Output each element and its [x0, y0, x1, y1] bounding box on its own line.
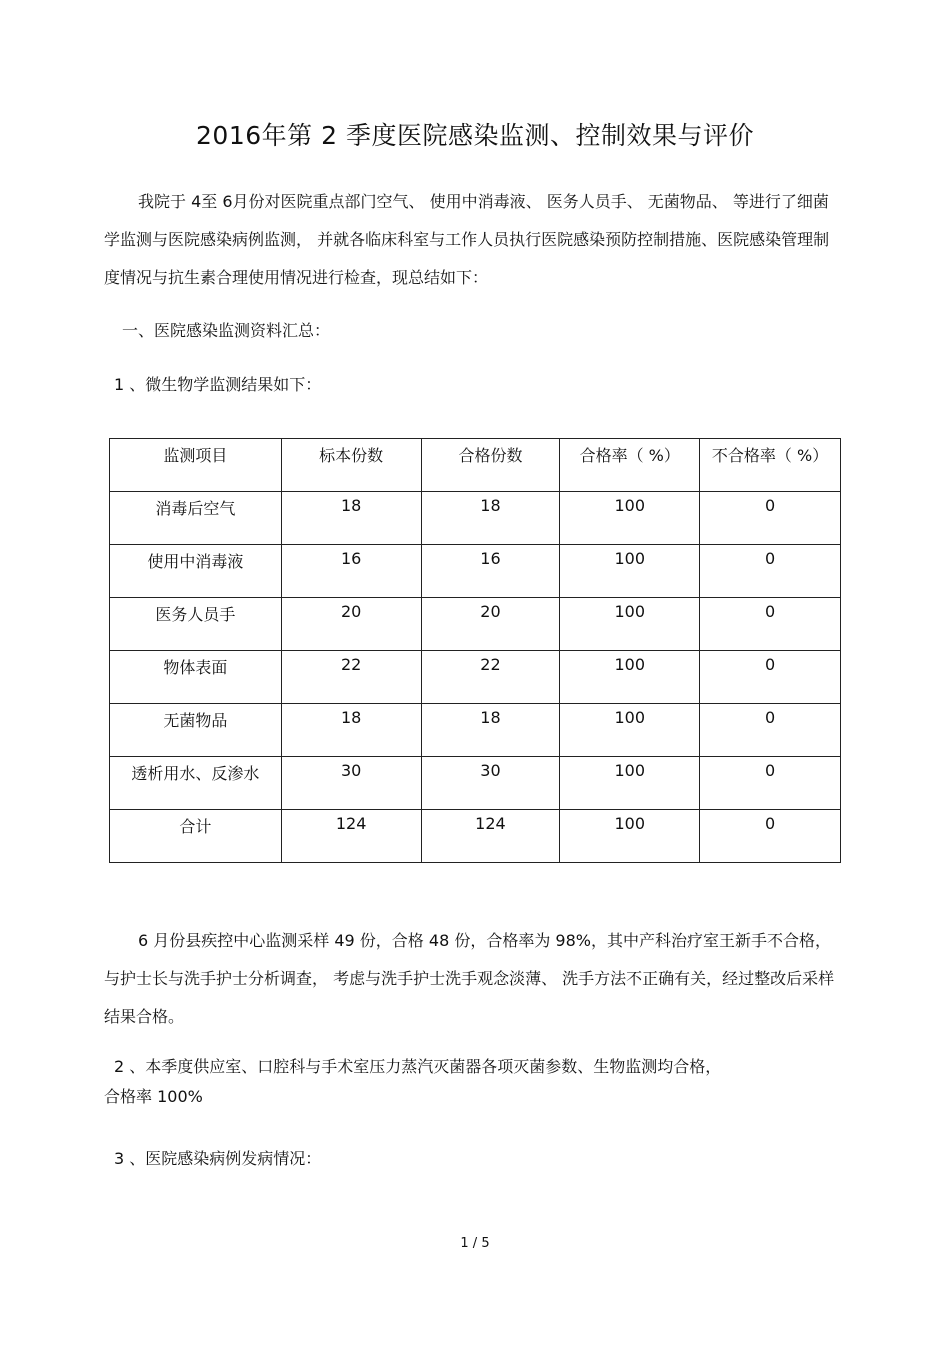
cell-item: 无菌物品	[110, 704, 282, 757]
cell-fail-rate: 0	[700, 651, 841, 704]
table-row	[110, 545, 841, 598]
intro-paragraph: 我院于 4至 6月份对医院重点部门空气、 使用中消毒液、 医务人员手、 无菌物品、 等进行了细菌学监测与医院感染病例监测， 并就各临床科室与工作人员执行医院感染预防控制措施、医院感染管理制度情况与抗生素合理使用情况进行检查，现总结如下：	[104, 192, 830, 287]
cell-samples: 16	[281, 545, 421, 598]
item-2-line-1: 2 、本季度供应室、口腔科与手术室压力蒸汽灭菌器各项灭菌参数、生物监测均合格，	[114, 1057, 722, 1076]
table-row	[110, 704, 841, 757]
cell-fail-rate: 0	[700, 545, 841, 598]
cell-samples: 18	[281, 704, 421, 757]
cell-item: 使用中消毒液	[110, 545, 282, 598]
cell-pass-rate: 100	[560, 545, 700, 598]
item-2-line-2: 合格率 100%	[104, 1087, 203, 1106]
item-3-heading: 3 、医院感染病例发病情况：	[114, 1149, 322, 1168]
cell-qualified: 18	[421, 492, 560, 545]
cell-samples: 18	[281, 492, 421, 545]
header-pass-rate: 合格率（ %）	[560, 439, 700, 492]
cell-fail-rate: 0	[700, 492, 841, 545]
cell-item: 消毒后空气	[110, 492, 282, 545]
header-fail-rate: 不合格率（ %）	[700, 439, 841, 492]
cell-pass-rate: 100	[560, 651, 700, 704]
cell-qualified: 22	[421, 651, 560, 704]
cell-item: 透析用水、反渗水	[110, 757, 282, 810]
cell-qualified: 18	[421, 704, 560, 757]
cell-qualified: 124	[421, 810, 560, 863]
cell-samples: 20	[281, 598, 421, 651]
item-2-paragraph	[104, 1052, 844, 1112]
document-title: 2016年第 2 季度医院感染监测、控制效果与评价	[196, 121, 754, 150]
cell-fail-rate: 0	[700, 810, 841, 863]
cell-fail-rate: 0	[700, 757, 841, 810]
table-row	[110, 598, 841, 651]
cell-pass-rate: 100	[560, 492, 700, 545]
table-header-row	[110, 439, 841, 492]
cell-fail-rate: 0	[700, 704, 841, 757]
cell-item: 医务人员手	[110, 598, 282, 651]
cell-qualified: 16	[421, 545, 560, 598]
table-row	[110, 492, 841, 545]
microbiology-results-table	[109, 438, 841, 863]
cell-samples: 124	[281, 810, 421, 863]
table-total-row	[110, 810, 841, 863]
cell-pass-rate: 100	[560, 598, 700, 651]
cell-item: 合计	[110, 810, 282, 863]
cell-samples: 22	[281, 651, 421, 704]
header-item: 监测项目	[110, 439, 282, 492]
cell-samples: 30	[281, 757, 421, 810]
page-number: 1 / 5	[460, 1236, 490, 1251]
cdc-sampling-paragraph: 6 月份县疾控中心监测采样 49 份，合格 48 份，合格率为 98%，其中产科治疗室王新手不合格， 与护士长与洗手护士分析调查， 考虑与洗手护士洗手观念淡薄、 洗手方法不正确有关，经过整改后采样结果合格。	[104, 931, 835, 1026]
section-1-heading: 一、医院感染监测资料汇总：	[122, 321, 331, 340]
table-row	[110, 757, 841, 810]
cell-qualified: 20	[421, 598, 560, 651]
cell-pass-rate: 100	[560, 757, 700, 810]
cell-item: 物体表面	[110, 651, 282, 704]
cell-fail-rate: 0	[700, 598, 841, 651]
header-qualified: 合格份数	[421, 439, 560, 492]
header-samples: 标本份数	[281, 439, 421, 492]
table-row	[110, 651, 841, 704]
cell-qualified: 30	[421, 757, 560, 810]
item-1-heading: 1 、微生物学监测结果如下：	[114, 375, 322, 394]
cell-pass-rate: 100	[560, 704, 700, 757]
cell-pass-rate: 100	[560, 810, 700, 863]
